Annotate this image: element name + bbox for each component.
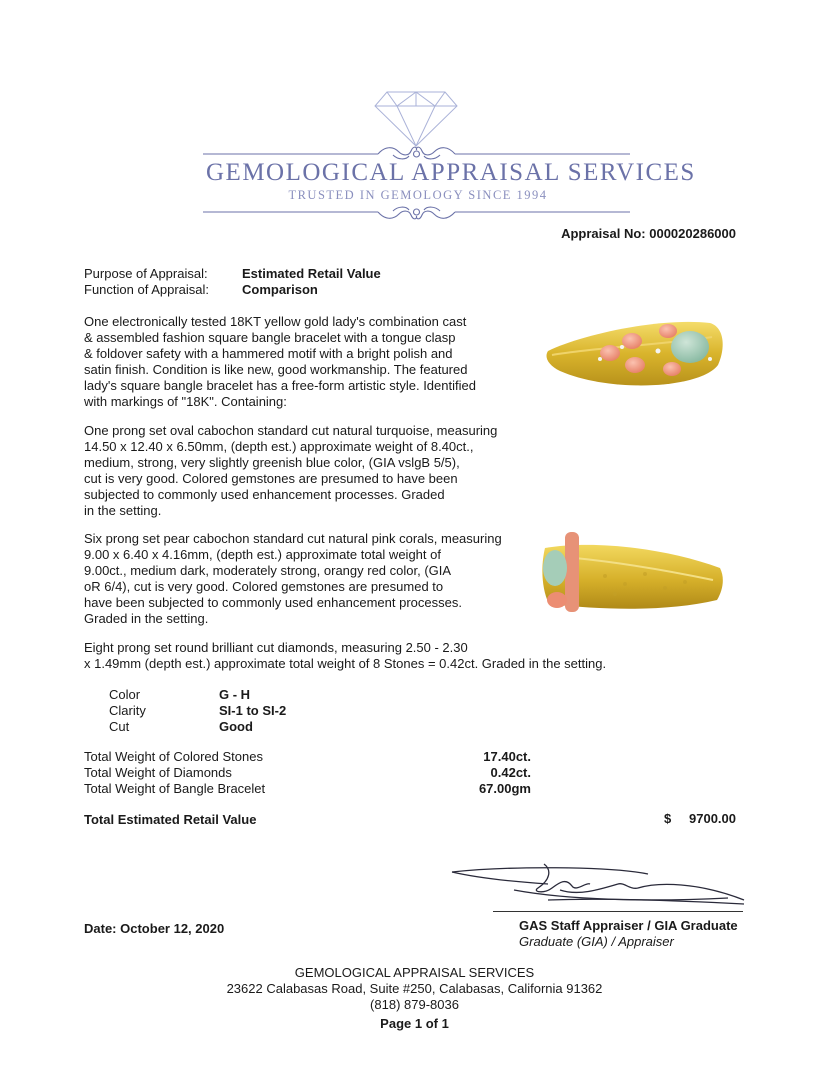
bracelet-weight-value: 67.00gm: [478, 781, 531, 796]
bracelet-weight-label: Total Weight of Bangle Bracelet: [84, 781, 266, 796]
coral-description: [84, 531, 524, 627]
purpose-label: Purpose of Appraisal:: [84, 266, 208, 281]
text-line: Graded in the setting.: [84, 611, 209, 626]
colored-stones-value: 17.40ct.: [483, 749, 531, 764]
function-value: Comparison: [242, 282, 318, 297]
text-line: 9.00 x 6.40 x 4.16mm, (depth est.) approximate total weight of: [84, 547, 441, 562]
text-line: oR 6/4), cut is very good. Colored gemstones are presumed to: [84, 579, 444, 594]
text-line: 14.50 x 12.40 x 6.50mm, (depth est.) approximate weight of 8.40ct.,: [84, 439, 474, 454]
appraiser-signature: [448, 860, 748, 915]
text-line: with markings of "18K". Containing:: [84, 394, 287, 409]
footer-address: 23622 Calabasas Road, Suite #250, Calabasas, California 91362: [226, 981, 603, 996]
cut-value: Good: [219, 719, 253, 734]
text-line: satin finish. Condition is like new, good workmanship. The featured: [84, 362, 468, 377]
retail-value-label: Total Estimated Retail Value: [84, 812, 257, 827]
retail-value: 9700.00: [689, 811, 736, 826]
date-value: October 12, 2020: [120, 921, 225, 936]
purpose-value: Estimated Retail Value: [242, 266, 381, 281]
text-line: Six prong set pear cabochon standard cut natural pink corals, measuring: [84, 531, 502, 546]
appraisal-no-label: Appraisal No:: [561, 226, 646, 241]
diamond-description: [84, 640, 684, 672]
text-line: & foldover safety with a hammered motif with a bright polish and: [84, 346, 453, 361]
cut-label: Cut: [109, 719, 130, 734]
footer-company: GEMOLOGICAL APPRAISAL SERVICES: [294, 965, 535, 980]
page-number: Page 1 of 1: [380, 1016, 449, 1031]
bracelet-side-view-image: [535, 518, 730, 628]
diamonds-value: 0.42ct.: [490, 765, 531, 780]
signature-line: [493, 911, 743, 912]
text-line: & assembled fashion square bangle bracelet with a tongue clasp: [84, 330, 456, 345]
logo-bottom-rule: [203, 202, 630, 224]
colored-stones-label: Total Weight of Colored Stones: [84, 749, 263, 764]
appraiser-subtitle: Graduate (GIA) / Appraiser: [519, 934, 674, 949]
clarity-label: Clarity: [109, 703, 146, 718]
bracelet-top-view-image: [540, 307, 730, 417]
text-line: have been subjected to commonly used enhancement processes.: [84, 595, 462, 610]
footer-phone: (818) 879-8036: [370, 997, 459, 1012]
text-line: 9.00ct., medium dark, moderately strong, orangy red color, (GIA: [84, 563, 452, 578]
appraisal-number: [561, 226, 736, 242]
diamond-logo-icon: [373, 90, 459, 148]
item-description: [84, 314, 524, 410]
text-line: cut is very good. Colored gemstones are presumed to have been: [84, 471, 458, 486]
text-line: One prong set oval cabochon standard cut natural turquoise, measuring: [84, 423, 498, 438]
function-label: Function of Appraisal:: [84, 282, 210, 297]
clarity-value: SI-1 to SI-2: [219, 703, 287, 718]
text-line: One electronically tested 18KT yellow gold lady's combination cast: [84, 314, 467, 329]
text-line: Eight prong set round brilliant cut diamonds, measuring 2.50 - 2.30: [84, 640, 468, 655]
text-line: subjected to commonly used enhancement processes. Graded: [84, 487, 445, 502]
appraisal-date: [84, 921, 224, 937]
text-line: x 1.49mm (depth est.) approximate total weight of 8 Stones = 0.42ct. Graded in the setting.: [84, 656, 607, 671]
color-label: Color: [109, 687, 141, 702]
currency-symbol: $: [664, 811, 672, 826]
diamonds-label: Total Weight of Diamonds: [84, 765, 232, 780]
turquoise-description: [84, 423, 524, 519]
text-line: in the setting.: [84, 503, 162, 518]
color-value: G - H: [219, 687, 251, 702]
appraisal-no-value: 000020286000: [649, 226, 736, 241]
text-line: lady's square bangle bracelet has a free-form artistic style. Identified: [84, 378, 476, 393]
appraiser-title: GAS Staff Appraiser / GIA Graduate: [519, 918, 738, 933]
text-line: medium, strong, very slightly greenish blue color, (GIA vslgB 5/5),: [84, 455, 460, 470]
date-label: Date:: [84, 921, 117, 936]
company-name: GEMOLOGICAL APPRAISAL SERVICES: [206, 159, 696, 186]
company-tagline: TRUSTED IN GEMOLOGY SINCE 1994: [288, 188, 548, 202]
